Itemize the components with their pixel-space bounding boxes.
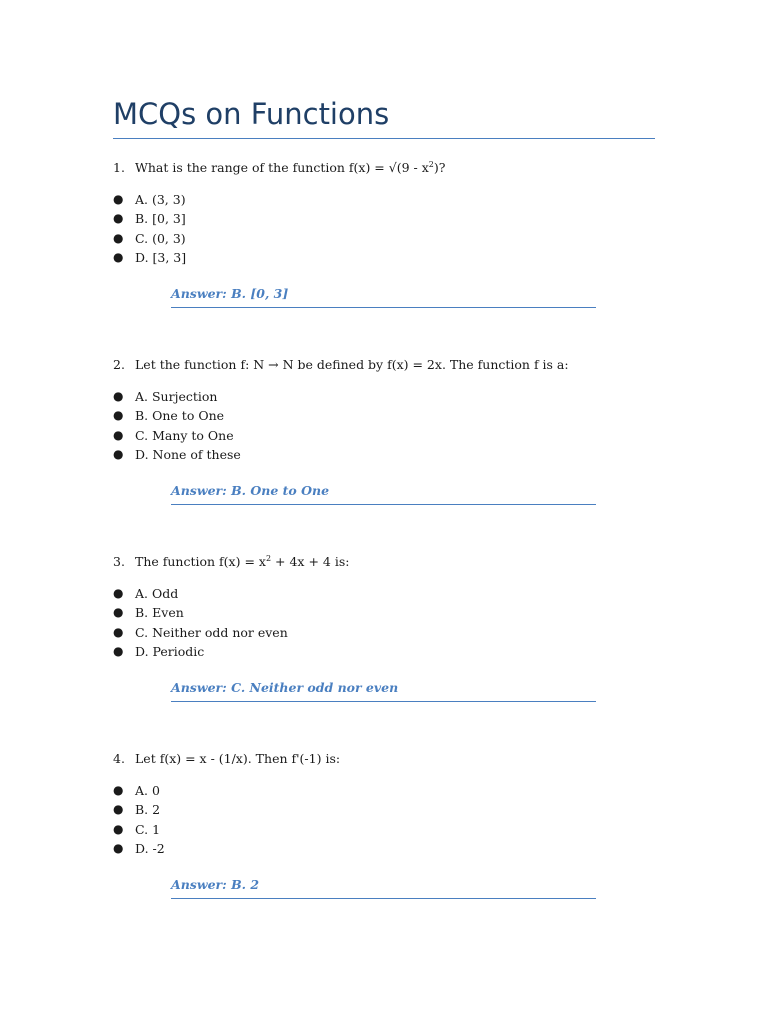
option-item	[113, 406, 673, 425]
option-label: C. (0, 3)	[135, 230, 186, 246]
answer-text: Answer: B. [0, 3]	[171, 285, 596, 308]
option-label: A. Surjection	[135, 389, 218, 404]
question-body	[135, 750, 340, 768]
bullet-icon: ●	[113, 840, 124, 855]
bullet-icon: ●	[113, 446, 124, 461]
question-text	[113, 356, 673, 374]
option-label: B. One to One	[135, 408, 225, 424]
question-text	[113, 553, 673, 571]
options-list	[113, 584, 673, 661]
option-item	[113, 642, 673, 661]
option-label: D. -2	[135, 840, 165, 856]
bullet-icon: ●	[113, 427, 124, 442]
bullet-icon: ●	[113, 783, 124, 797]
question-body	[135, 159, 445, 177]
superscript: 2	[428, 160, 434, 169]
question-body	[135, 356, 569, 374]
option-label: D. Periodic	[135, 643, 205, 659]
question-text-part: )?	[433, 160, 446, 175]
question-1	[113, 159, 673, 308]
question-number: 1.	[113, 160, 125, 175]
option-label: D. None of these	[135, 446, 241, 462]
bullet-icon: ●	[113, 586, 124, 600]
page-title: MCQs on Functions	[113, 94, 655, 139]
answer-text: Answer: B. One to One	[171, 482, 596, 505]
option-item	[113, 623, 673, 642]
answer-text: Answer: B. 2	[171, 876, 596, 899]
question-text-part: Let the function f: N → N be defined by f(x) = 2x. The function f is a:	[135, 357, 569, 372]
option-label: B. 2	[135, 802, 161, 818]
bullet-icon: ●	[113, 389, 124, 403]
question-4	[113, 750, 673, 899]
option-item	[113, 387, 673, 406]
bullet-icon: ●	[113, 605, 124, 620]
bullet-icon: ●	[113, 643, 124, 658]
option-label: A. Odd	[135, 586, 179, 601]
question-text	[113, 750, 673, 768]
option-item	[113, 781, 673, 800]
question-number: 4.	[113, 751, 125, 766]
question-text-part: + 4x + 4 is:	[271, 554, 350, 569]
question-body	[135, 553, 349, 571]
option-item	[113, 584, 673, 603]
options-list	[113, 781, 673, 858]
option-label: C. Neither odd nor even	[135, 624, 288, 640]
bullet-icon: ●	[113, 249, 124, 264]
option-label: A. (3, 3)	[135, 192, 186, 207]
bullet-icon: ●	[113, 802, 124, 817]
bullet-icon: ●	[113, 230, 124, 245]
question-text-part: The function f(x) = x	[135, 554, 266, 569]
option-label: B. [0, 3]	[135, 211, 186, 227]
superscript: 2	[265, 554, 272, 563]
bullet-icon: ●	[113, 408, 124, 423]
option-item	[113, 426, 673, 445]
bullet-icon: ●	[113, 211, 124, 226]
option-item	[113, 190, 673, 209]
question-text-part: Let f(x) = x - (1/x). Then f'(-1) is:	[135, 751, 341, 766]
question-number: 2.	[113, 357, 125, 372]
question-2	[113, 356, 673, 505]
option-item	[113, 229, 673, 248]
option-item	[113, 839, 673, 858]
option-item	[113, 209, 673, 228]
question-number: 3.	[113, 554, 125, 569]
question-text	[113, 159, 673, 177]
answer-text: Answer: C. Neither odd nor even	[171, 679, 596, 702]
option-label: D. [3, 3]	[135, 249, 187, 265]
options-list	[113, 387, 673, 464]
option-item	[113, 820, 673, 839]
option-item	[113, 800, 673, 819]
bullet-icon: ●	[113, 821, 124, 836]
options-list	[113, 190, 673, 267]
option-label: C. 1	[135, 821, 161, 837]
option-label: C. Many to One	[135, 427, 234, 443]
option-item	[113, 445, 673, 464]
bullet-icon: ●	[113, 192, 124, 206]
option-item	[113, 248, 673, 267]
option-label: B. Even	[135, 605, 184, 621]
option-label: A. 0	[135, 783, 160, 798]
bullet-icon: ●	[113, 624, 124, 639]
question-text-part: What is the range of the function f(x) = √(9 - x	[135, 160, 429, 175]
option-item	[113, 603, 673, 622]
question-3	[113, 553, 673, 702]
